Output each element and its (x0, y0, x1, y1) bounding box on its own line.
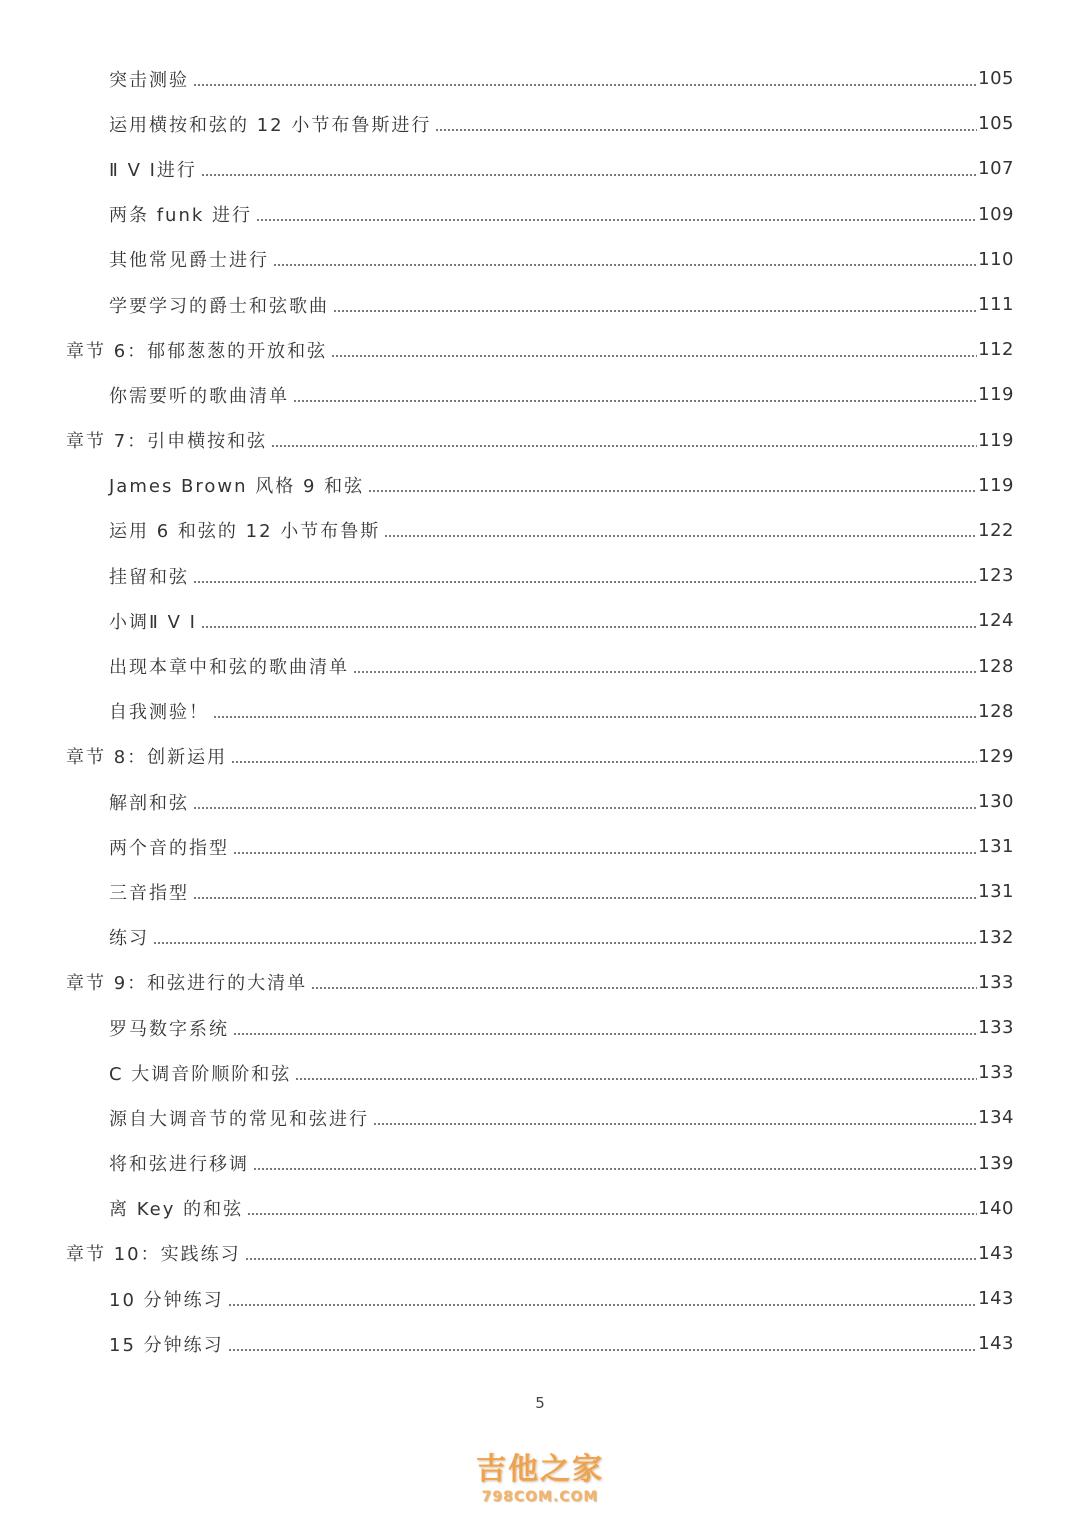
watermark-logo (440, 1452, 640, 1506)
toc-chapter-entry[interactable] (0, 734, 1080, 779)
toc-entry-page: 133 (978, 1017, 1014, 1039)
toc-chapter-entry[interactable] (0, 960, 1080, 1005)
toc-section-entry[interactable] (0, 372, 1080, 417)
toc-entry-page: 111 (978, 294, 1014, 316)
dot-leader (228, 1349, 978, 1351)
toc-entry-title: 运用 6 和弦的 12 小节布鲁斯 (109, 521, 381, 543)
toc-entry-page: 109 (978, 203, 1014, 225)
dot-leader (201, 174, 977, 176)
toc-section-entry[interactable] (0, 463, 1080, 508)
dot-leader (271, 445, 977, 447)
dot-leader (193, 807, 977, 809)
toc-section-entry[interactable] (0, 824, 1080, 869)
toc-section-entry[interactable] (0, 1050, 1080, 1095)
toc-entry-page: 143 (978, 1288, 1014, 1310)
toc-entry-title: Ⅱ Ⅴ Ⅰ进行 (109, 159, 197, 181)
toc-entry-page: 134 (978, 1107, 1014, 1129)
table-of-contents (0, 56, 1080, 1366)
toc-section-entry[interactable] (0, 779, 1080, 824)
toc-entry-page: 139 (978, 1152, 1014, 1174)
dot-leader (213, 716, 977, 718)
toc-section-entry[interactable] (0, 643, 1080, 688)
dot-leader (295, 1078, 977, 1080)
dot-leader (153, 942, 977, 944)
toc-entry-page: 107 (978, 158, 1014, 180)
toc-entry-title: 章节 10：实践练习 (66, 1244, 241, 1266)
toc-entry-page: 105 (978, 113, 1014, 135)
toc-entry-title: 章节 7：引申横按和弦 (66, 431, 268, 453)
toc-entry-page: 131 (978, 836, 1014, 858)
toc-section-entry[interactable] (0, 553, 1080, 598)
toc-entry-title: 其他常见爵士进行 (109, 250, 269, 272)
toc-entry-title: 章节 6：郁郁葱葱的开放和弦 (66, 340, 328, 362)
dot-leader (233, 1033, 977, 1035)
toc-section-entry[interactable] (0, 1276, 1080, 1321)
toc-entry-title: 小调Ⅱ Ⅴ Ⅰ (109, 611, 197, 633)
toc-entry-page: 124 (978, 610, 1014, 632)
dot-leader (247, 1213, 977, 1215)
toc-entry-page: 133 (978, 1062, 1014, 1084)
toc-entry-title: 离 Key 的和弦 (109, 1199, 244, 1221)
toc-entry-title: 你需要听的歌曲清单 (109, 385, 289, 407)
toc-entry-title: 学要学习的爵士和弦歌曲 (109, 295, 329, 317)
toc-section-entry[interactable] (0, 1095, 1080, 1140)
dot-leader (228, 1304, 978, 1306)
toc-entry-title: 源自大调音节的常见和弦进行 (109, 1108, 369, 1130)
toc-section-entry[interactable] (0, 1186, 1080, 1231)
dot-leader (384, 535, 977, 537)
toc-chapter-entry[interactable] (0, 327, 1080, 372)
dot-leader (311, 987, 977, 989)
toc-section-entry[interactable] (0, 1005, 1080, 1050)
toc-entry-title: 两条 funk 进行 (109, 205, 253, 227)
toc-section-entry[interactable] (0, 1141, 1080, 1186)
dot-leader (231, 761, 977, 763)
toc-entry-page: 128 (978, 655, 1014, 677)
dot-leader (293, 400, 977, 402)
toc-entry-title: 罗马数字系统 (109, 1018, 229, 1040)
toc-entry-title: 章节 8：创新运用 (66, 747, 228, 769)
toc-entry-page: 143 (978, 1242, 1014, 1264)
dot-leader (333, 310, 977, 312)
toc-section-entry[interactable] (0, 237, 1080, 282)
toc-entry-page: 119 (978, 474, 1014, 496)
toc-entry-page: 133 (978, 971, 1014, 993)
toc-entry-title: 10 分钟练习 (109, 1289, 224, 1311)
toc-entry-title: 挂留和弦 (109, 566, 189, 588)
toc-entry-page: 143 (978, 1333, 1014, 1355)
toc-entry-page: 132 (978, 926, 1014, 948)
toc-entry-page: 140 (978, 1197, 1014, 1219)
watermark-main-text: 吉他之家 (476, 1452, 604, 1487)
toc-entry-title: James Brown 风格 9 和弦 (109, 476, 365, 498)
toc-entry-title: 将和弦进行移调 (109, 1154, 249, 1176)
toc-entry-page: 112 (978, 339, 1014, 361)
toc-section-entry[interactable] (0, 915, 1080, 960)
toc-section-entry[interactable] (0, 508, 1080, 553)
dot-leader (256, 219, 977, 221)
toc-entry-title: 出现本章中和弦的歌曲清单 (109, 657, 349, 679)
dot-leader (193, 897, 977, 899)
dot-leader (201, 626, 977, 628)
dot-leader (233, 852, 977, 854)
toc-entry-page: 129 (978, 745, 1014, 767)
toc-entry-page: 128 (978, 700, 1014, 722)
toc-entry-title: 三音指型 (109, 882, 189, 904)
toc-entry-title: 运用横按和弦的 12 小节布鲁斯进行 (109, 114, 432, 136)
toc-entry-title: 练习 (109, 928, 149, 950)
toc-entry-page: 119 (978, 384, 1014, 406)
toc-entry-page: 123 (978, 565, 1014, 587)
toc-entry-page: 122 (978, 519, 1014, 541)
toc-entry-page: 130 (978, 791, 1014, 813)
toc-entry-title: 15 分钟练习 (109, 1334, 224, 1356)
toc-section-entry[interactable] (0, 146, 1080, 191)
page-number: 5 (535, 1394, 545, 1412)
toc-section-entry[interactable] (0, 101, 1080, 146)
toc-entry-title: 突击测验 (109, 69, 189, 91)
toc-chapter-entry[interactable] (0, 1231, 1080, 1276)
toc-entry-title: C 大调音阶顺阶和弦 (109, 1063, 292, 1085)
dot-leader (273, 264, 977, 266)
toc-section-entry[interactable] (0, 598, 1080, 643)
toc-section-entry[interactable] (0, 282, 1080, 327)
toc-entry-title: 两个音的指型 (109, 837, 229, 859)
dot-leader (331, 355, 977, 357)
dot-leader (193, 84, 977, 86)
dot-leader (373, 1123, 977, 1125)
toc-section-entry[interactable] (0, 1321, 1080, 1366)
toc-entry-title: 章节 9：和弦进行的大清单 (66, 973, 308, 995)
dot-leader (353, 671, 977, 673)
dot-leader (245, 1258, 978, 1260)
watermark-sub-text: 798COM.COM (481, 1489, 599, 1505)
toc-section-entry[interactable] (0, 689, 1080, 734)
dot-leader (193, 581, 977, 583)
toc-entry-title: 解剖和弦 (109, 792, 189, 814)
toc-entry-title: 自我测验！ (109, 702, 209, 724)
toc-section-entry[interactable] (0, 192, 1080, 237)
toc-entry-page: 110 (978, 248, 1014, 270)
dot-leader (253, 1168, 977, 1170)
dot-leader (368, 490, 977, 492)
toc-section-entry[interactable] (0, 56, 1080, 101)
toc-chapter-entry[interactable] (0, 418, 1080, 463)
dot-leader (435, 129, 977, 131)
toc-section-entry[interactable] (0, 869, 1080, 914)
toc-entry-page: 105 (978, 68, 1014, 90)
toc-entry-page: 119 (978, 429, 1014, 451)
toc-entry-page: 131 (978, 881, 1014, 903)
